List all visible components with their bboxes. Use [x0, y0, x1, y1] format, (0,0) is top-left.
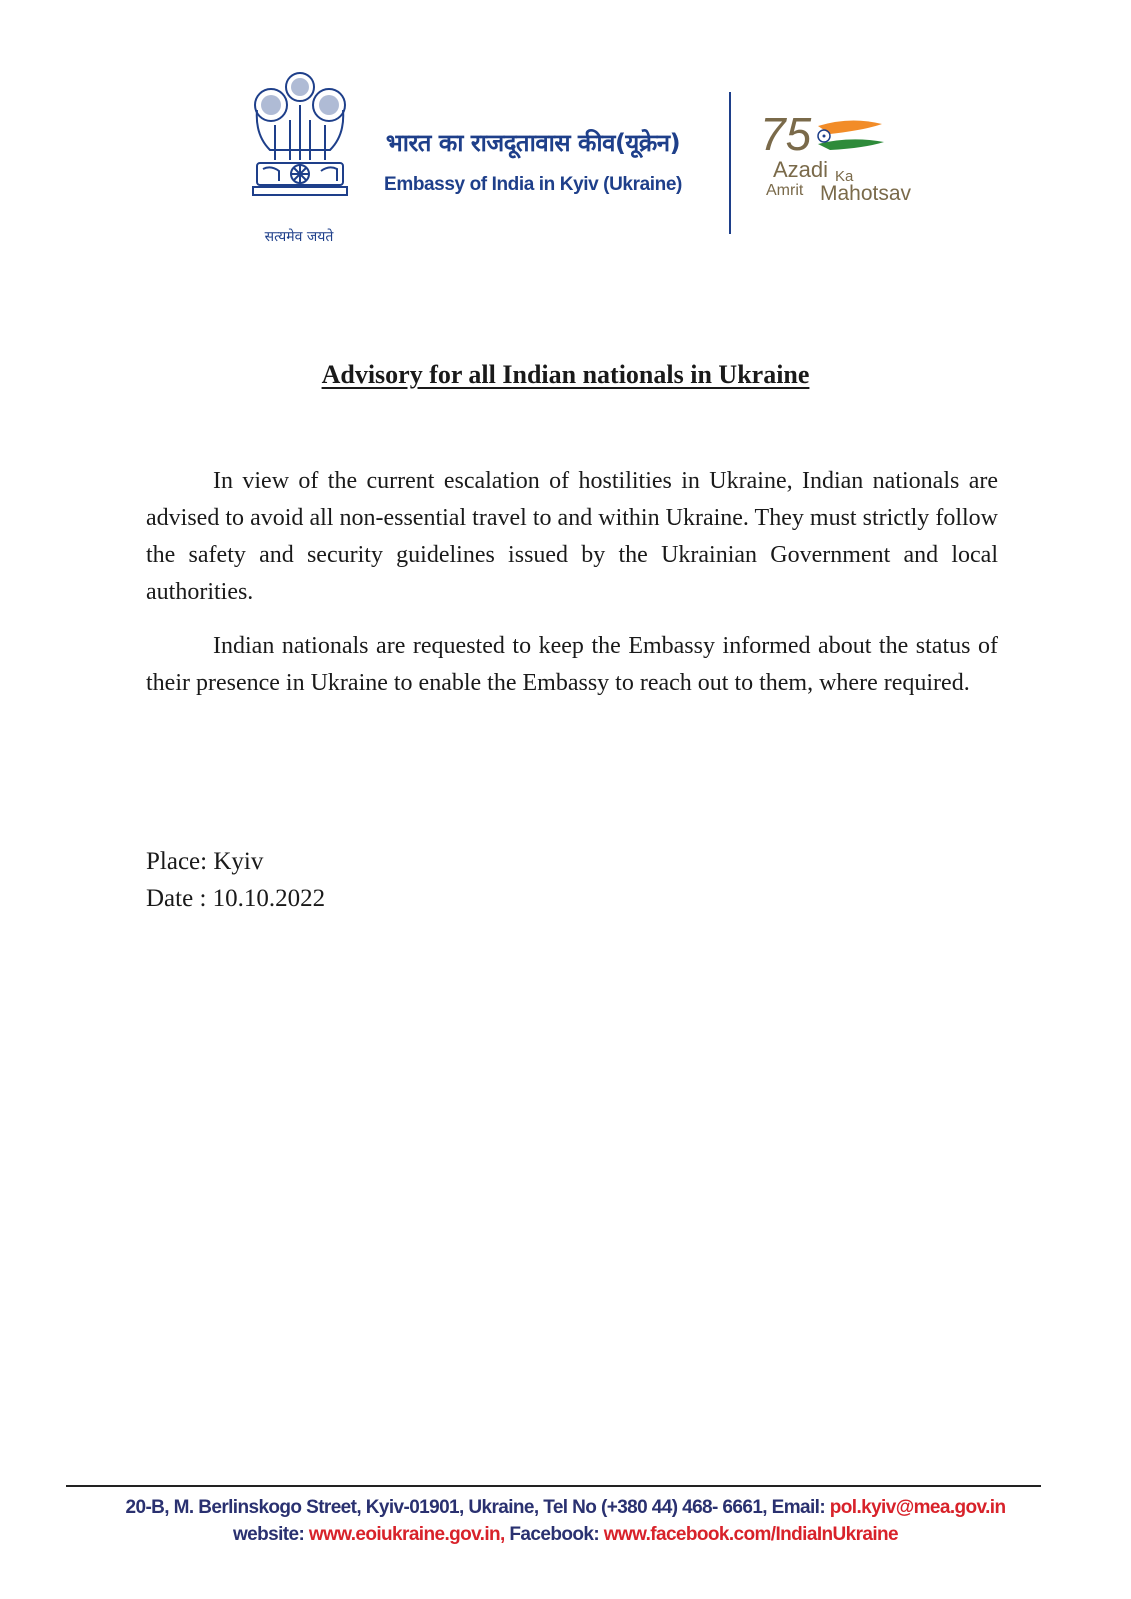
embassy-name-hindi: भारत का राजदूतावास कीव(यूक्रेन) — [385, 129, 681, 157]
advisory-paragraph-1: In view of the current escalation of hostilities in Ukraine, Indian nationals are advised to avoid all non-essential travel to and within Ukraine. They must strictly follow the safety and security guidelines issued by the Ukrainian Government and local authorities. — [146, 468, 998, 605]
footer-facebook-label: Facebook: — [509, 1524, 600, 1545]
akam-word-mahotsav: Mahotsav — [820, 182, 912, 205]
akam-number: 75 — [760, 108, 812, 160]
footer-links-line — [0, 1524, 1131, 1546]
date-line: Date : 10.10.2022 — [146, 885, 326, 912]
advisory-paragraph-2: Indian nationals are requested to keep the Embassy informed about the status of their presence in Ukraine to enable the Embassy to reach out to them, where required. — [146, 633, 998, 696]
embassy-name-english: Embassy of India in Kyiv (Ukraine) — [384, 174, 682, 195]
footer-address: 20-B, M. Berlinskogo Street, Kyiv-01901, Ukraine, Tel No (+380 44) 468- 6661, Email: — [125, 1497, 826, 1518]
letterhead-divider — [729, 92, 731, 234]
akam-word-amrit: Amrit — [766, 182, 804, 199]
footer-email-link[interactable]: pol.kyiv@mea.gov.in — [829, 1497, 1006, 1518]
ashoka-emblem-icon — [245, 65, 355, 215]
place-line: Place: Kyiv — [146, 848, 264, 875]
footer-rule — [66, 1485, 1041, 1487]
footer-website-link[interactable]: www.eoiukraine.gov.in, — [308, 1524, 505, 1545]
emblem-motto: सत्यमेव जयते — [264, 229, 334, 245]
document-title: Advisory for all Indian nationals in Ukraine — [321, 360, 810, 389]
akam-word-azadi: Azadi — [773, 157, 829, 182]
footer-website-label: website: — [232, 1524, 305, 1545]
footer-address-line — [0, 1497, 1131, 1519]
footer-facebook-link[interactable]: www.facebook.com/IndiaInUkraine — [603, 1524, 899, 1545]
akam-word-ka: Ka — [835, 168, 854, 185]
